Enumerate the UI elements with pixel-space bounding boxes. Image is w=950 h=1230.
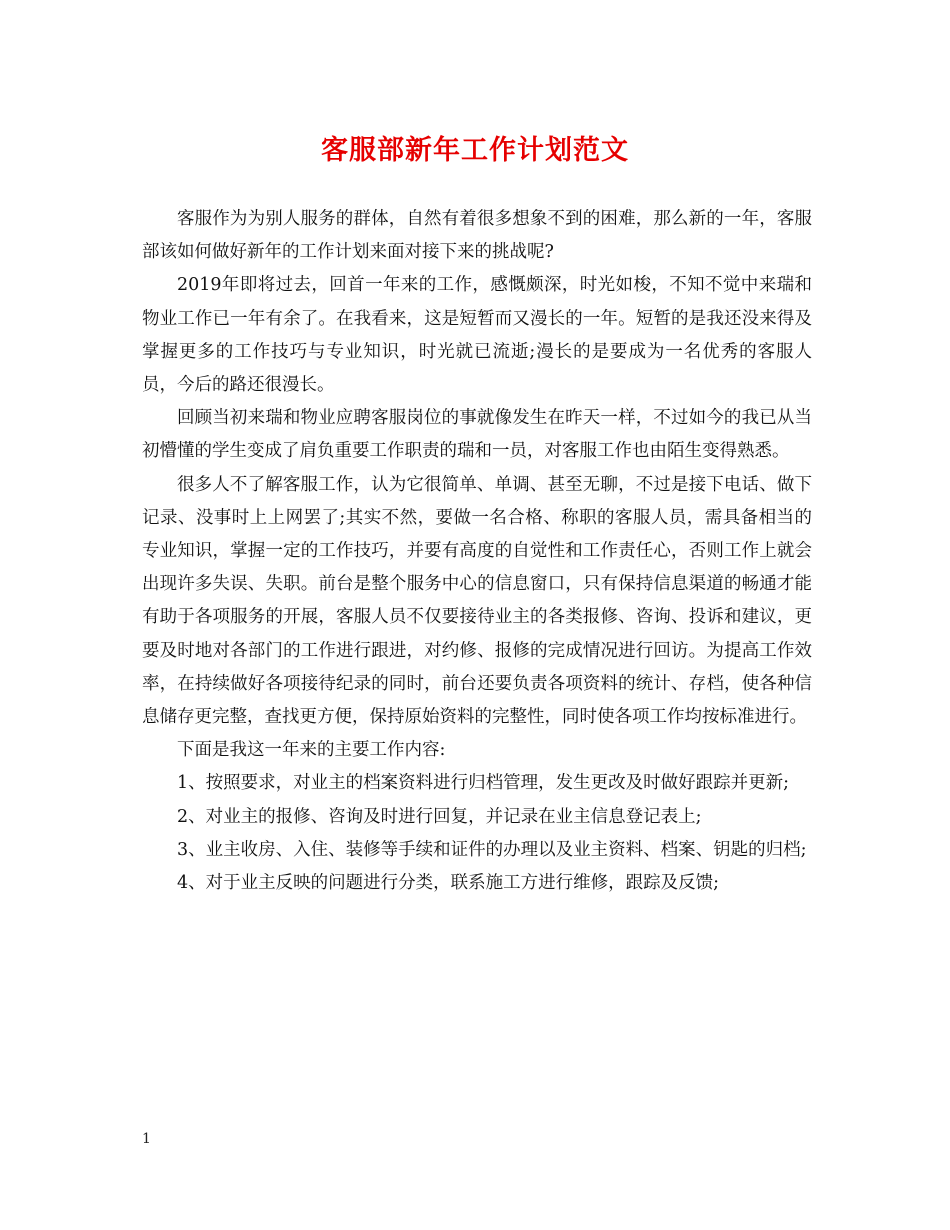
paragraph-memory: 回顾当初来瑞和物业应聘客服岗位的事就像发生在昨天一样，不过如今的我已从当初懵懂的学生变成了肩负重要工作职责的瑞和一员，对客服工作也由陌生变得熟悉。 xyxy=(142,408,812,462)
document-body xyxy=(142,203,812,900)
document-title: 客服部新年工作计划范文 xyxy=(321,135,629,166)
list-item-4: 4、对于业主反映的问题进行分类，联系施工方进行维修，跟踪及反馈; xyxy=(177,873,720,894)
list-item-2: 2、对业主的报修、咨询及时进行回复，并记录在业主信息登记表上; xyxy=(177,806,702,827)
page-number: 1 xyxy=(142,1131,151,1147)
paragraph-review: 2019年即将过去，回首一年来的工作，感慨颇深，时光如梭，不知不觉中来瑞和物业工作已一年有余了。在我看来，这是短暂而又漫长的一年。短暂的是我还没来得及掌握更多的工作技巧与专业知识，时光就已流逝;漫长的是要成为一名优秀的客服人员，今后的路还很漫长。 xyxy=(142,275,812,396)
paragraph-work-heading: 下面是我这一年来的主要工作内容: xyxy=(177,740,446,761)
paragraph-intro: 客服作为为别人服务的群体，自然有着很多想象不到的困难，那么新的一年，客服部该如何做好新年的工作计划来面对接下来的挑战呢? xyxy=(142,209,812,263)
list-item-3: 3、业主收房、入住、装修等手续和证件的办理以及业主资料、档案、钥匙的归档; xyxy=(177,839,807,860)
paragraph-duties: 很多人不了解客服工作，认为它很简单、单调、甚至无聊，不过是接下电话、做下记录、没事时上上网罢了;其实不然，要做一名合格、称职的客服人员，需具备相当的专业知识，掌握一定的工作技巧，并要有高度的自觉性和工作责任心，否则工作上就会出现许多失误、失职。前台是整个服务中心的信息窗口，只有保持信息渠道的畅通才能有助于各项服务的开展，客服人员不仅要接待业主的各类报修、咨询、投诉和建议，更要及时地对各部门的工作进行跟进，对约修、报修的完成情况进行回访。为提高工作效率，在持续做好各项接待纪录的同时，前台还要负责各项资料的统计、存档，使各种信息储存更完整，查找更方便，保持原始资料的完整性，同时使各项工作均按标准进行。 xyxy=(142,474,812,728)
list-item-1: 1、按照要求，对业主的档案资料进行归档管理，发生更改及时做好跟踪并更新; xyxy=(177,773,790,794)
